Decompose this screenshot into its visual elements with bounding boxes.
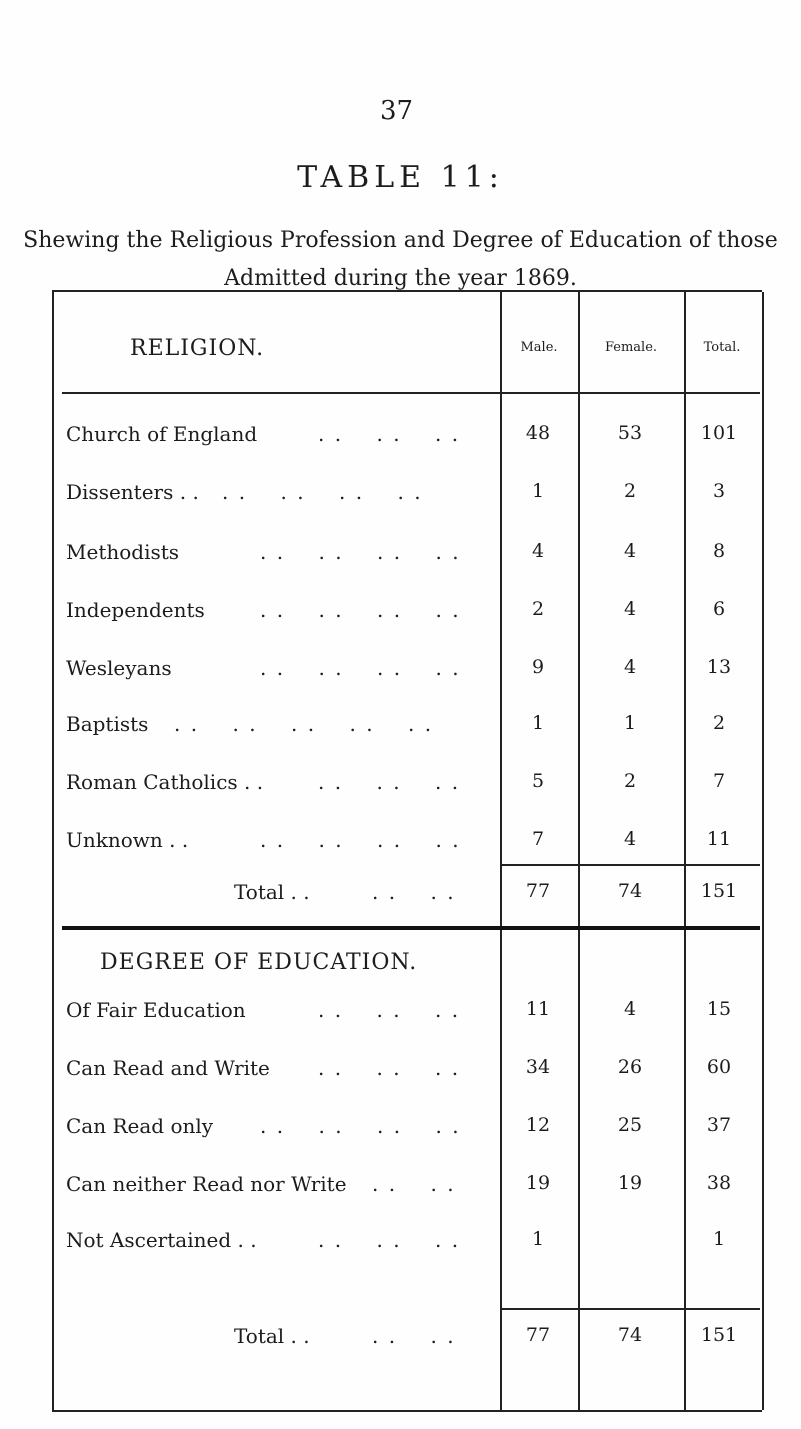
page-number: 37 (380, 96, 414, 126)
table-row (0, 480, 801, 510)
row-label: Unknown . . (66, 828, 189, 852)
total-value: 60 (706, 1056, 732, 1078)
table-row (0, 828, 801, 858)
total-column-header: Total. (703, 340, 741, 355)
row-leader-dots: . . . . . . . . (222, 480, 423, 504)
total-label: Total . . (234, 1324, 310, 1348)
total-value: 7 (712, 770, 726, 792)
female-total-value: 74 (617, 880, 643, 902)
table-row (0, 770, 801, 800)
total-value: 11 (706, 828, 732, 850)
row-label: Can Read and Write (66, 1056, 270, 1080)
row-leader-dots: . . . . . . . . (260, 598, 461, 622)
row-leader-dots: . . . . . . . . (260, 540, 461, 564)
row-label: Church of England (66, 422, 258, 446)
table-row (0, 1228, 801, 1258)
female-value: 4 (623, 656, 637, 678)
male-total-value: 77 (525, 1324, 551, 1346)
row-label: Roman Catholics . . (66, 770, 264, 794)
male-value: 12 (525, 1114, 551, 1136)
table-row (0, 598, 801, 628)
subtitle-line-1: Shewing the Religious Profession and Degree of Education of those (23, 228, 778, 253)
row-leader-dots: . . . . . . (318, 1228, 461, 1252)
row-label: Can Read only (66, 1114, 214, 1138)
header-rule (62, 392, 760, 394)
female-value: 1 (623, 712, 637, 734)
total-label: Total . . (234, 880, 310, 904)
table-row (0, 1172, 801, 1202)
education-heading: DEGREE OF EDUCATION. (100, 950, 418, 975)
table-row (0, 712, 801, 742)
male-value: 34 (525, 1056, 551, 1078)
male-value: 11 (525, 998, 551, 1020)
row-label: Dissenters . . (66, 480, 199, 504)
subtitle-line-2: Admitted during the year 1869. (224, 266, 577, 291)
row-label: Of Fair Education (66, 998, 246, 1022)
male-value: 1 (531, 1228, 545, 1250)
female-value: 25 (617, 1114, 643, 1136)
female-value: 4 (623, 828, 637, 850)
table-row (0, 422, 801, 452)
total-value: 8 (712, 540, 726, 562)
row-leader-dots: . . . . . . . . (260, 656, 461, 680)
total-value: 15 (706, 998, 732, 1020)
table-row (0, 540, 801, 570)
male-value: 4 (531, 540, 545, 562)
female-column-header: Female. (604, 340, 658, 355)
male-column-header: Male. (520, 340, 558, 355)
total-value: 38 (706, 1172, 732, 1194)
female-value: 4 (623, 998, 637, 1020)
male-value: 19 (525, 1172, 551, 1194)
row-label: Baptists (66, 712, 149, 736)
total-value: 6 (712, 598, 726, 620)
male-total-value: 77 (525, 880, 551, 902)
total-value: 101 (700, 422, 738, 444)
grand-total-value: 151 (700, 1324, 738, 1346)
total-value: 3 (712, 480, 726, 502)
table-subtitle (0, 222, 801, 298)
table-row (0, 998, 801, 1028)
education-subtotal-rule (500, 1308, 760, 1310)
female-value: 2 (623, 480, 637, 502)
row-leader-dots: . . . . (372, 1172, 456, 1196)
male-value: 48 (525, 422, 551, 444)
female-value: 4 (623, 540, 637, 562)
female-total-value: 74 (617, 1324, 643, 1346)
total-value: 13 (706, 656, 732, 678)
row-label: Methodists (66, 540, 180, 564)
religion-column-header: RELIGION. (130, 336, 265, 361)
male-value: 7 (531, 828, 545, 850)
row-leader-dots: . . . . . . (318, 770, 461, 794)
table-frame-bottom (52, 1410, 762, 1412)
row-leader-dots: . . . . . . . . (260, 1114, 461, 1138)
row-label: Not Ascertained . . (66, 1228, 257, 1252)
total-value: 37 (706, 1114, 732, 1136)
row-label: Wesleyans (66, 656, 172, 680)
row-leader-dots: . . . . . . . . (260, 828, 461, 852)
religion-total-row (0, 880, 801, 910)
female-value: 19 (617, 1172, 643, 1194)
religion-subtotal-rule (500, 864, 760, 866)
row-leader-dots: . . . . . . (318, 1056, 461, 1080)
row-leader-dots: . . . . . . (318, 422, 461, 446)
female-value: 2 (623, 770, 637, 792)
section-divider (62, 926, 760, 930)
table-row (0, 1114, 801, 1144)
table-row (0, 1056, 801, 1086)
table-row (0, 656, 801, 686)
male-value: 5 (531, 770, 545, 792)
female-value: 26 (617, 1056, 643, 1078)
row-label: Can neither Read nor Write (66, 1172, 347, 1196)
male-value: 2 (531, 598, 545, 620)
row-leader-dots: . . . . (372, 1324, 456, 1348)
male-value: 1 (531, 480, 545, 502)
total-value: 1 (712, 1228, 726, 1250)
male-value: 1 (531, 712, 545, 734)
total-value: 2 (712, 712, 726, 734)
male-value: 9 (531, 656, 545, 678)
row-leader-dots: . . . . . . . . . . (174, 712, 434, 736)
row-label: Independents (66, 598, 205, 622)
education-total-row (0, 1324, 801, 1354)
table-title: TABLE 11: (297, 160, 504, 195)
grand-total-value: 151 (700, 880, 738, 902)
female-value: 53 (617, 422, 643, 444)
female-value: 4 (623, 598, 637, 620)
row-leader-dots: . . . . . . (318, 998, 461, 1022)
row-leader-dots: . . . . (372, 880, 456, 904)
